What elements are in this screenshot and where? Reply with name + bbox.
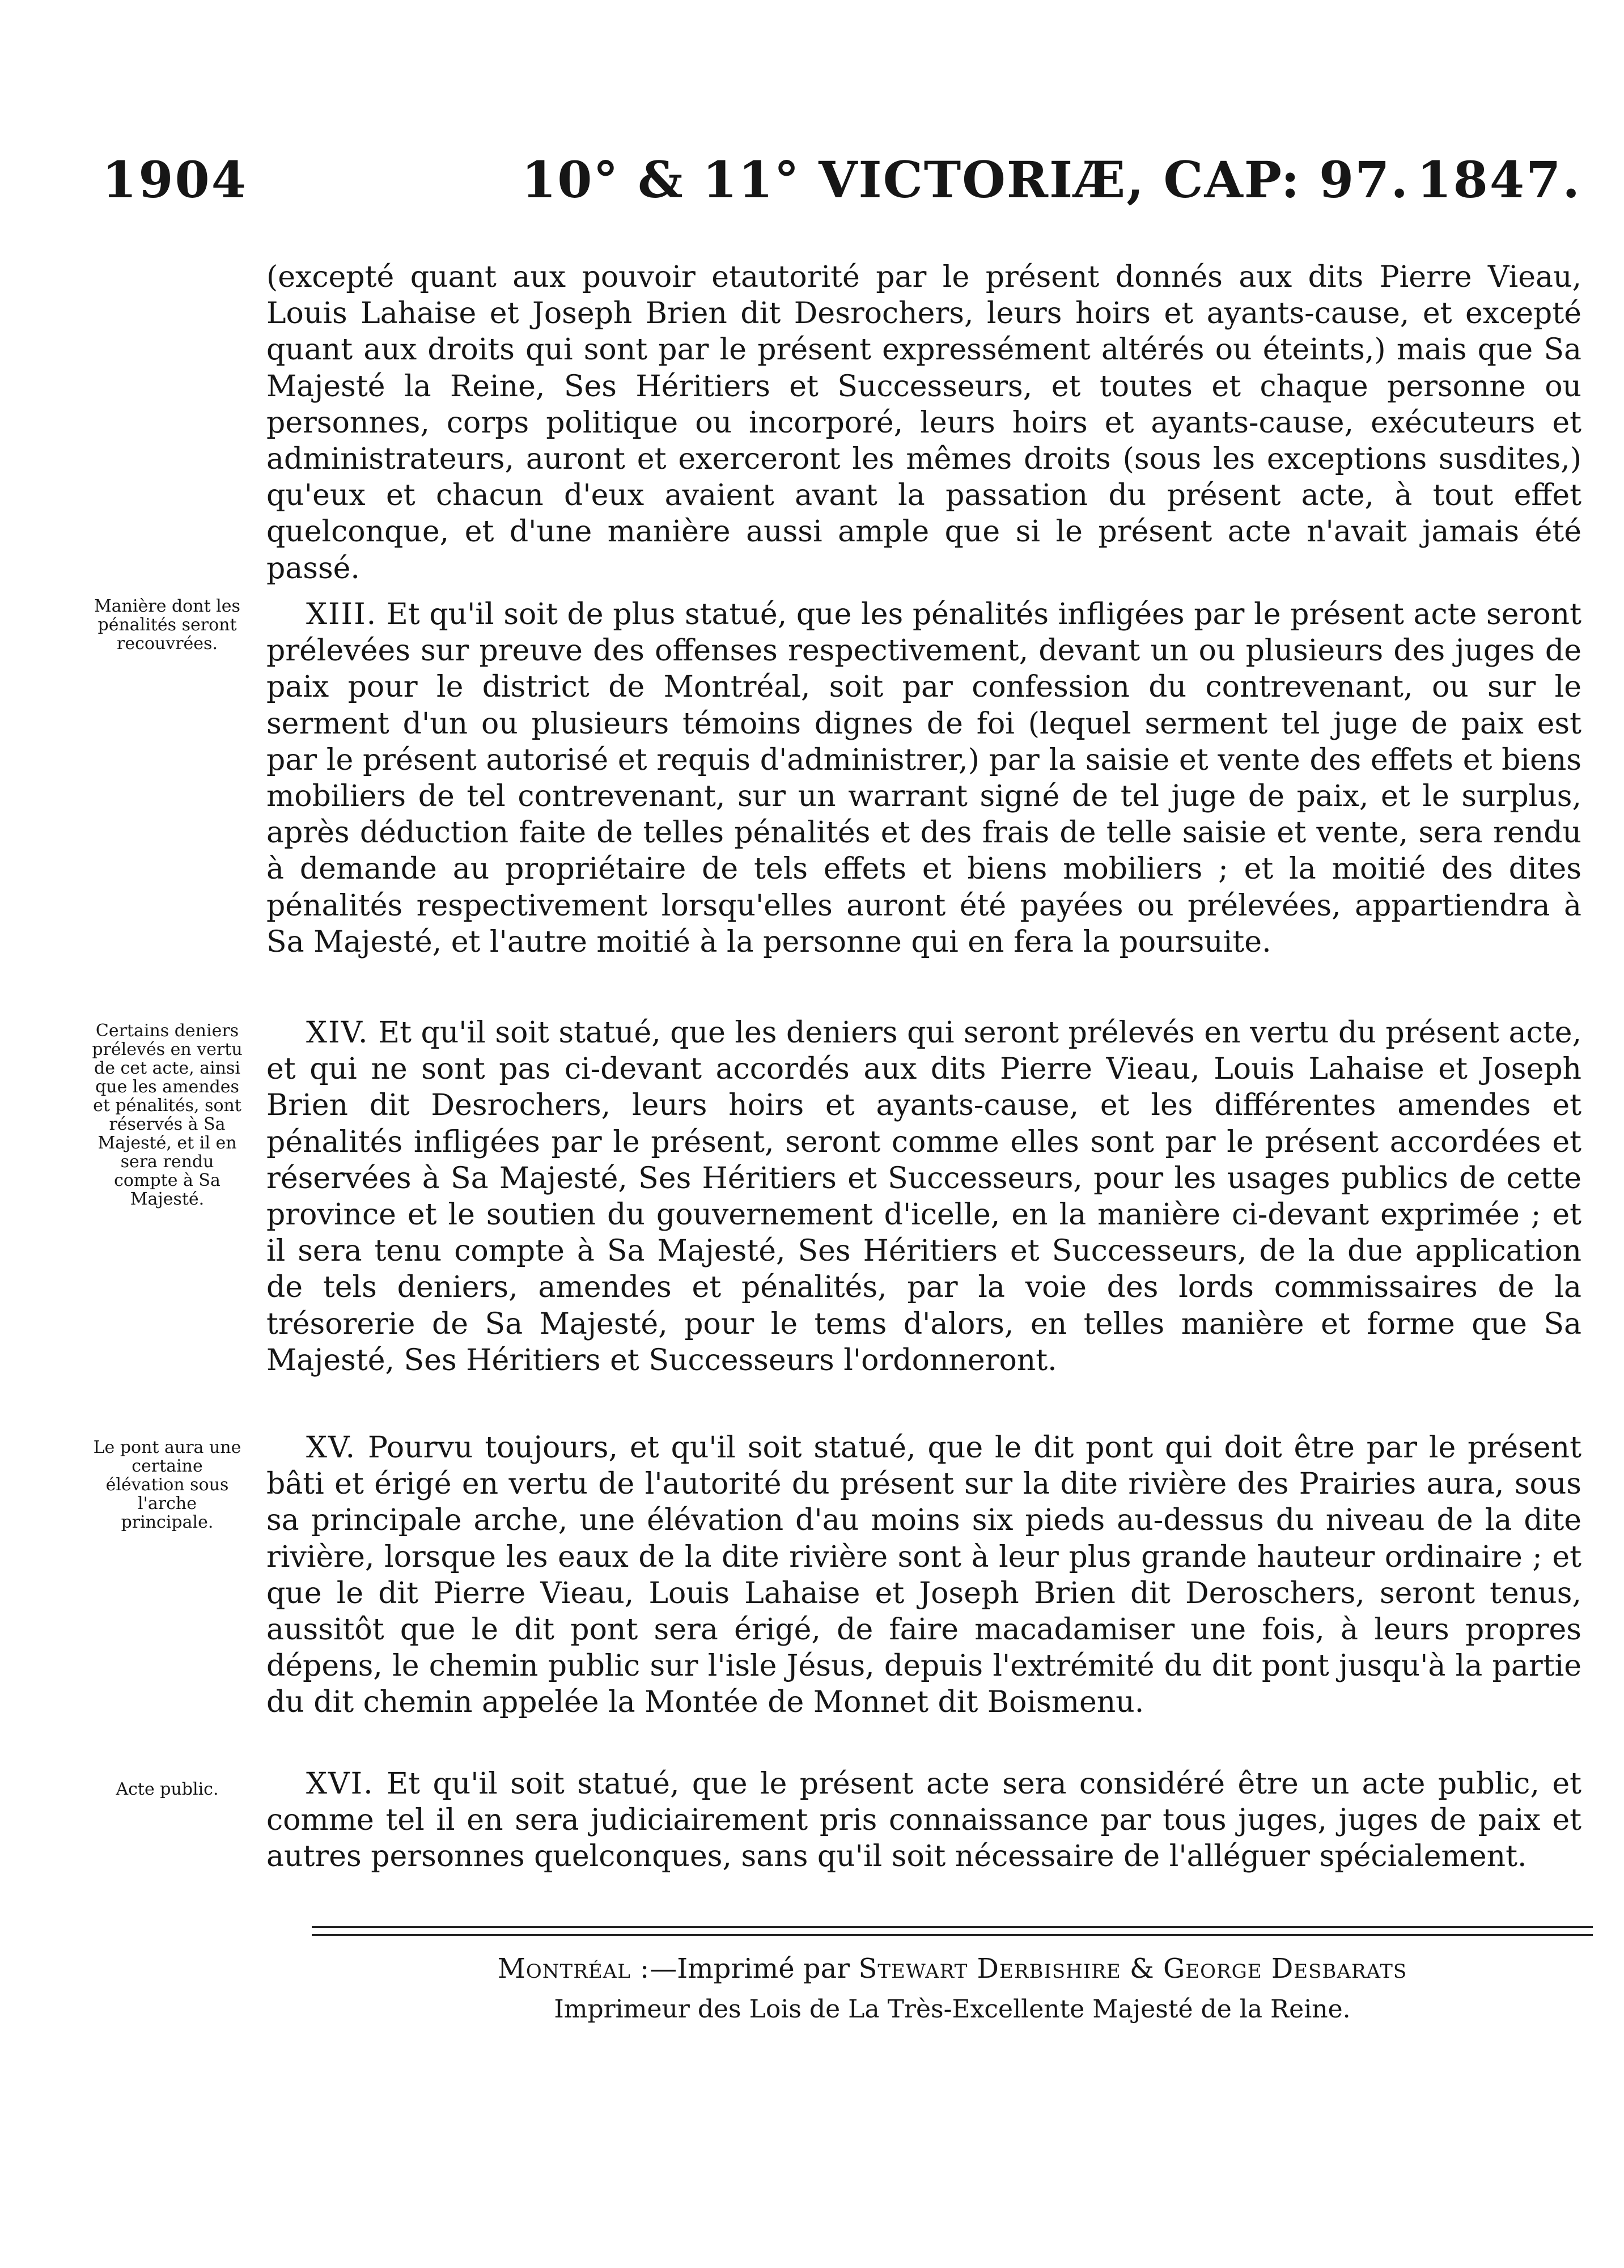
section-number: XIII.	[306, 597, 378, 631]
section-number: XV.	[306, 1431, 357, 1465]
imprint-line-2: Imprimeur des Lois de La Très-Excellente Majesté de la Reine.	[554, 1995, 1351, 2024]
section-number: XVI.	[306, 1767, 374, 1801]
section-xiii	[266, 596, 1581, 960]
header-year: 1847.	[1417, 150, 1581, 209]
page-number: 1904	[102, 150, 248, 209]
section-text: Pourvu toujours, et qu'il soit statué, que le dit pont qui doit être par le présent bâti et érigé en vertu de l'autorité du présent sur la dite rivière des Prairies aura, sous sa principale arche, une élévation d'au moins six pieds au-dessus du niveau de la dite rivière, lorsque les eaux de la dite rivière sont à leur plus grande hauteur ordinaire ; et que le dit Pierre Vieau, Louis Lahaise et Joseph Brien dit Deroschers, seront tenus, aussitôt que le dit pont sera érigé, de faire macadamiser une fois, à leurs propres dépens, le chemin public sur l'isle Jésus, depuis l'extrémité du dit pont jusqu'à la partie du dit chemin appelée la Montée de Monnet dit Boismenu.	[266, 1431, 1582, 1720]
double-rule-bottom	[312, 1934, 1593, 1936]
imprint-printer-1: Stewart Derbishire	[858, 1953, 1121, 1985]
margin-note-xiii: Manière dont les pénalités seront recouvrées.	[94, 596, 240, 654]
margin-note-xiv: Certains deniers prélevés en vertu de cet acte, ainsi que les amendes et pénalités, sont réservés à Sa Majesté, et il en sera rendu compte à Sa Majesté.	[92, 1021, 243, 1209]
section-xiv	[266, 1015, 1581, 1379]
section-number: XIV.	[306, 1016, 369, 1050]
imprint-ampersand: &	[1129, 1953, 1155, 1985]
imprint-line-1	[340, 1949, 1564, 1989]
section-xv	[266, 1430, 1581, 1721]
double-rule-top	[312, 1926, 1593, 1928]
section-text: Et qu'il soit statué, que les deniers qui seront prélevés en vertu du présent acte, et qui ne sont pas ci-devant accordés aux dits Pierre Vieau, Louis Lahaise et Joseph Brien dit Desrochers, leurs hoirs et ayants-cause, et les différentes amendes et pénalités infligées par le présent, seront comme elles sont par le présent accordées et réservées à Sa Majesté, Ses Héritiers et Successeurs, pour les usages publics de cette province et le soutien du gouvernement d'icelle, en la manière ci-devant exprimée ; et il sera tenu compte à Sa Majesté, Ses Héritiers et Successeurs, de la due application de tels deniers, amendes et pénalités, par la voie des lords commissaires de la trésorerie de Sa Majesté, pour le tems d'alors, en telles manière et forme que Sa Majesté, Ses Héritiers et Successeurs l'ordonneront.	[266, 1016, 1582, 1377]
margin-note-xvi: Acte public.	[116, 1779, 219, 1799]
section-xvi	[266, 1766, 1581, 1875]
imprint-place: Montréal :	[497, 1953, 650, 1985]
continuation-paragraph: (excepté quant aux pouvoir etautorité par le présent donnés aux dits Pierre Vieau, Louis Lahaise et Joseph Brien dit Desrochers, leurs hoirs et ayants-cause, et excepté quant aux droits qui sont par le présent expressément altérés ou éteints,) mais que Sa Majesté la Reine, Ses Héritiers et Successeurs, et toutes et chaque personne ou personnes, corps politique ou incorporé, leurs hoirs et ayants-cause, exécuteurs et administrateurs, auront et exerceront les mêmes droits (sous les exceptions susdites,) qu'eux et chacun d'eux avaient avant la passation du présent acte, à tout effet quelconque, et d'une manière aussi ample que si le présent acte n'avait jamais été passé.	[266, 260, 1581, 586]
section-text: Et qu'il soit de plus statué, que les pénalités infligées par le présent acte seront prélevées sur preuve des offenses respectivement, devant un ou plusieurs des juges de paix pour le district de Montréal, soit par confession du contrevenant, ou sur le serment d'un ou plusieurs témoins dignes de foi (lequel serment tel juge de paix est par le présent autorisé et requis d'administrer,) par la saisie et vente des effets et biens mobiliers de tel contrevenant, sur un warrant signé de tel juge de paix, et le surplus, après déduction faite de telles pénalités et des frais de telle saisie et vente, sera rendu à demande au propriétaire de tels effets et biens mobiliers ; et la moitié des dites pénalités respectivement lorsqu'elles auront été payées ou prélevées, appartiendra à Sa Majesté, et l'autre moitié à la personne qui en fera la poursuite.	[266, 597, 1581, 959]
imprint-printer-2: George Desbarats	[1163, 1953, 1407, 1985]
margin-note-xv: Le pont aura une certaine élévation sous l'arche principale.	[93, 1438, 241, 1532]
imprint-printed-by: —Imprimé par	[650, 1953, 850, 1985]
section-text: Et qu'il soit statué, que le présent acte sera considéré être un acte public, et comme tel il en sera judiciairement pris connaissance par tous juges, juges de paix et autres personnes quelconques, sans qu'il soit nécessaire de l'alléguer spécialement.	[266, 1767, 1581, 1874]
page-header	[102, 150, 1581, 213]
running-title: 10° & 11° VICTORIÆ, CAP: 97.	[521, 150, 1410, 209]
